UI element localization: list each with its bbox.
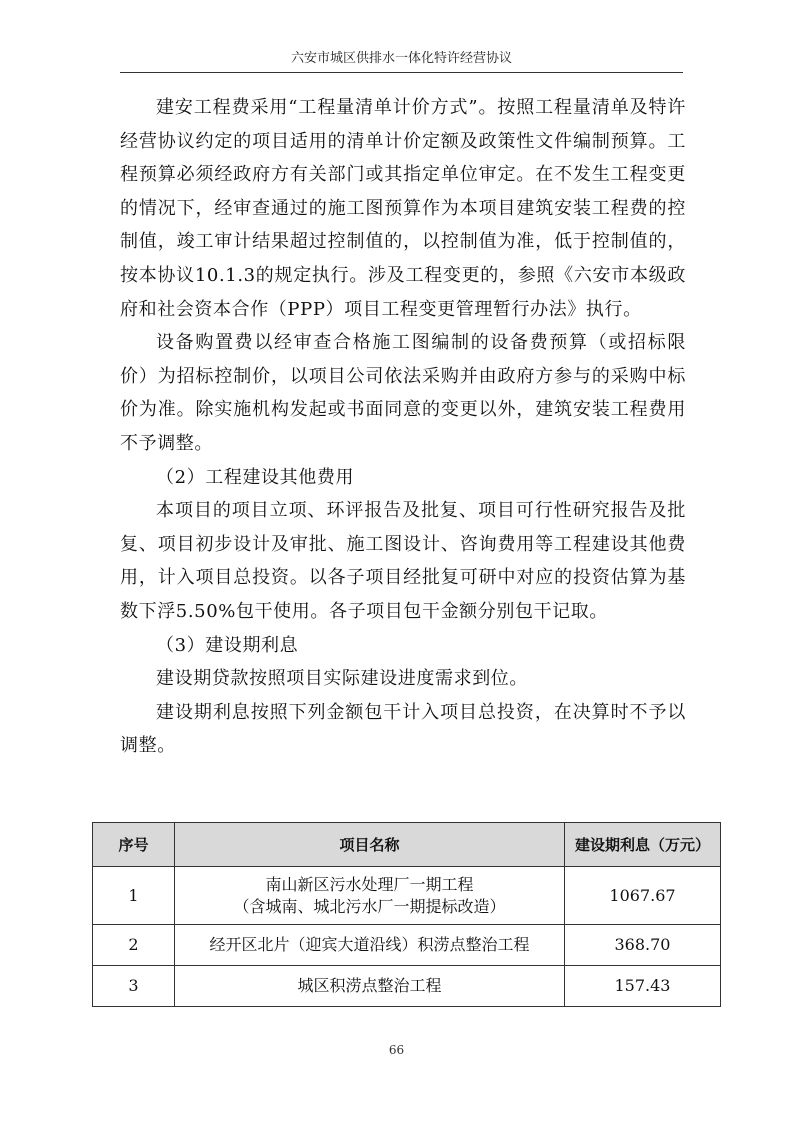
paragraph-loan-schedule: 建设期贷款按照项目实际建设进度需求到位。 [156,668,528,690]
cell-project-name: 城区积涝点整治工程 [175,966,565,1007]
cell-project-name-line1: 南山新区污水处理厂一期工程 [265,874,474,894]
table-row [93,867,721,925]
heading-construction-interest: （3）建设期利息 [156,634,299,656]
paragraph-interest-lump-sum: 建设期利息按照下列金额包干计入项目总投资，在决算时不予以调整。 [120,701,686,757]
column-header-no: 序号 [93,823,175,867]
cell-no: 1 [93,867,175,925]
table-header-row [93,823,721,867]
paragraph-construction-cost: 建安工程费采用“工程量清单计价方式”。按照工程量清单及特许经营协议约定的项目适用的清单计价定额及政策性文件编制预算。工程预算必须经政府方有关部门或其指定单位审定。在不发生工程变更的情况下，经审查通过的施工图预算作为本项目建筑安装工程费的控制值，竣工审计结果超过控制值的，以控制值为准，低于控制值的，按本协议10.1.3的规定执行。涉及工程变更的，参照《六安市本级政府和社会资本合作（PPP）项目工程变更管理暂行办法》执行。 [120,97,686,320]
cell-no: 2 [93,925,175,966]
cell-interest-value: 157.43 [565,966,721,1007]
column-header-value: 建设期利息（万元） [565,823,721,867]
cell-no: 3 [93,966,175,1007]
header-divider [120,72,683,73]
table-row [93,966,721,1007]
cell-project-name: 经开区北片（迎宾大道沿线）积涝点整治工程 [175,925,565,966]
table-row [93,925,721,966]
cell-project-name [175,867,565,925]
cell-project-name-line2: （含城南、城北污水厂一期提标改造） [233,896,506,916]
page-number: 66 [388,1043,405,1057]
column-header-name: 项目名称 [175,823,565,867]
paragraph-equipment-cost: 设备购置费以经审查合格施工图编制的设备费预算（或招标限价）为招标控制价，以项目公司依法采购并由政府方参与的采购中标价为准。除实施机构发起或书面同意的变更以外，建筑安装工程费用不予调整。 [120,332,686,454]
running-header: 六安市城区供排水一体化特许经营协议 [290,51,512,66]
document-body [120,91,686,763]
cell-interest-value: 1067.67 [565,867,721,925]
cell-interest-value: 368.70 [565,925,721,966]
interest-table [92,822,721,1007]
heading-other-construction-costs: （2）工程建设其他费用 [156,466,355,488]
paragraph-other-costs: 本项目的项目立项、环评报告及批复、项目可行性研究报告及批复、项目初步设计及审批、施工图设计、咨询费用等工程建设其他费用，计入项目总投资。以各子项目经批复可研中对应的投资估算为基数下浮5.50%包干使用。各子项目包干金额分别包干记取。 [120,500,686,622]
